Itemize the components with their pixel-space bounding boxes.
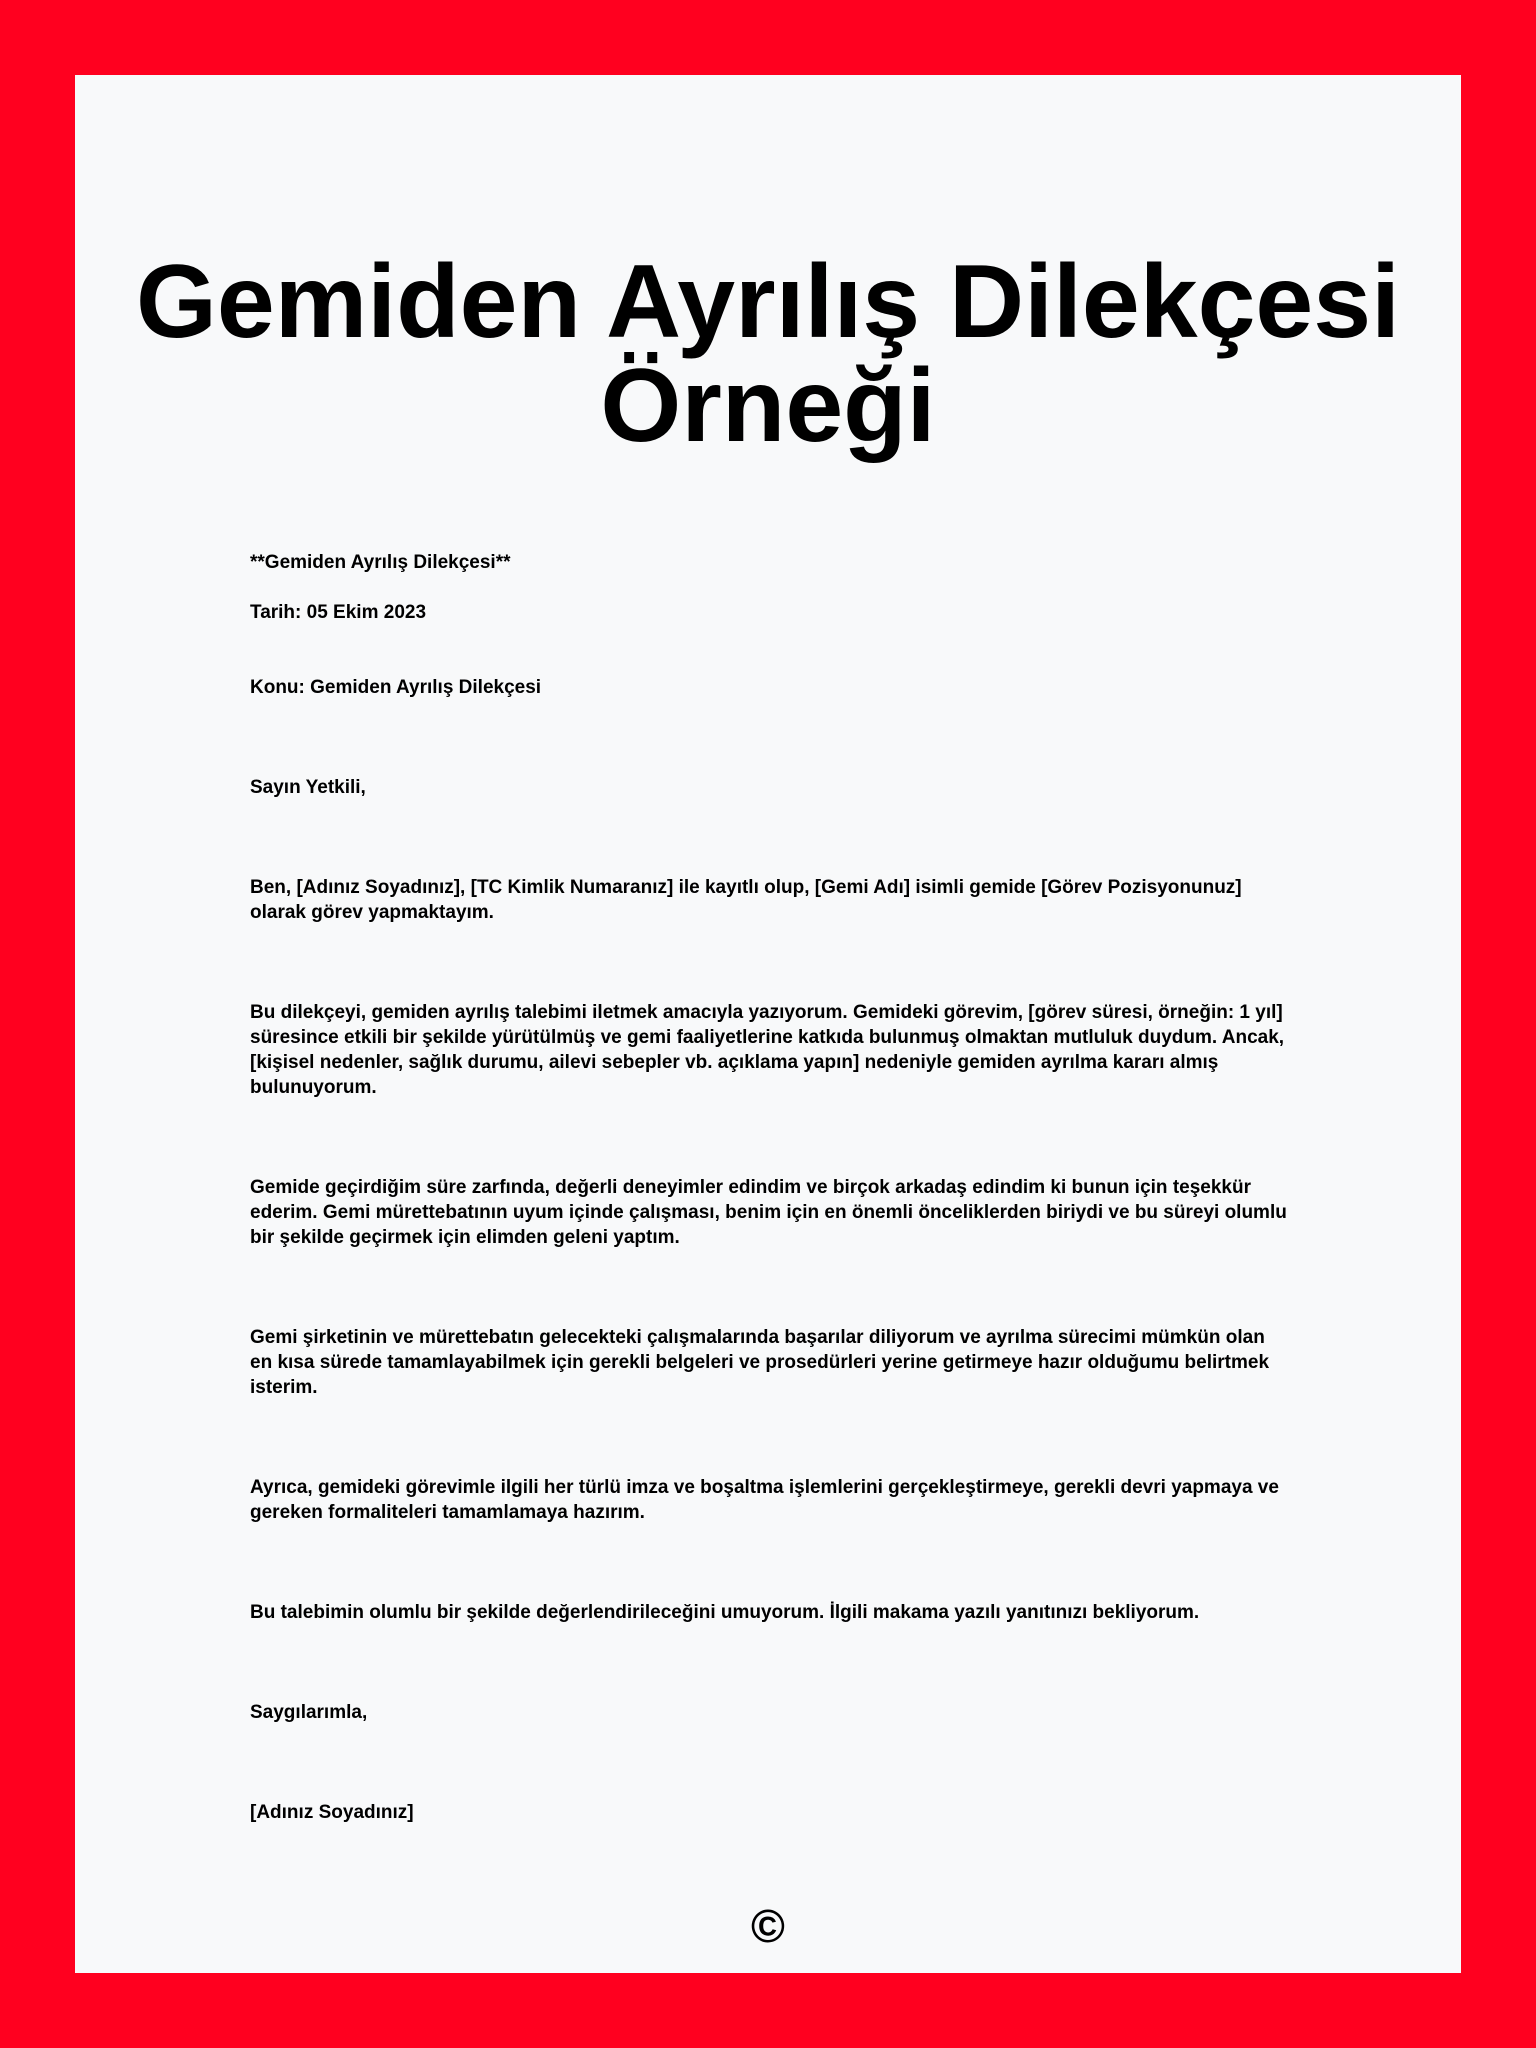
copyright-icon: © — [751, 1900, 785, 1952]
letter-signature: [Adınız Soyadınız] — [250, 1802, 414, 1823]
letter-paragraph-4: Gemi şirketinin ve mürettebatın gelecekteki çalışmalarında başarılar diliyorum ve ayrılma sürecimi mümkün olan en kısa sürede tamamlayabilmek için gerekli belgeleri ve prosedürleri yerine getirmeye hazır olduğumu belirtmek isterim. — [250, 1327, 1270, 1398]
letter-closing: Saygılarımla, — [250, 1702, 368, 1723]
letter-subject: Konu: Gemiden Ayrılış Dilekçesi — [250, 677, 542, 698]
letter-paragraph-1: Ben, [Adınız Soyadınız], [TC Kimlik Numaranız] ile kayıtlı olup, [Gemi Adı] isimli gemide [Görev Pozisyonunuz] olarak görev yapmaktayım. — [250, 877, 1242, 923]
letter-salutation: Sayın Yetkili, — [250, 777, 366, 798]
letter-paragraph-3: Gemide geçirdiğim süre zarfında, değerli deneyimler edindim ve birçok arkadaş edindim ki bunun için teşekkür ederim. Gemi mürettebatının uyum içinde çalışması, benim için en önemli önceliklerden biriydi ve bu süreyi olumlu bir şekilde geçirmek için elimden geleni yaptım. — [250, 1177, 1287, 1248]
letter-paragraph-6: Bu talebimin olumlu bir şekilde değerlendirileceğini umuyorum. İlgili makama yazılı yanıtınızı bekliyorum. — [250, 1602, 1200, 1623]
document-page — [75, 75, 1461, 1973]
letter-date: Tarih: 05 Ekim 2023 — [250, 602, 427, 623]
letter-heading: **Gemiden Ayrılış Dilekçesi** — [250, 552, 511, 573]
letter-paragraph-5: Ayrıca, gemideki görevimle ilgili her türlü imza ve boşaltma işlemlerini gerçekleştirmeye, gerekli devri yapmaya ve gereken formaliteleri tamamlamaya hazırım. — [250, 1477, 1279, 1523]
letter-paragraph-2: Bu dilekçeyi, gemiden ayrılış talebimi iletmek amacıyla yazıyorum. Gemideki görevim, [görev süresi, örneğin: 1 yıl] süresince etkili bir şekilde yürütülmüş ve gemi faaliyetlerine katkıda bulunmuş olmaktan mutluluk duydum. Ancak, [kişisel nedenler, sağlık durumu, ailevi sebepler vb. açıklama yapın] nedeniyle gemiden ayrılma kararı almış bulunuyorum. — [250, 1002, 1285, 1098]
document-title: Gemiden Ayrılış Dilekçesi Örneği — [136, 244, 1400, 464]
